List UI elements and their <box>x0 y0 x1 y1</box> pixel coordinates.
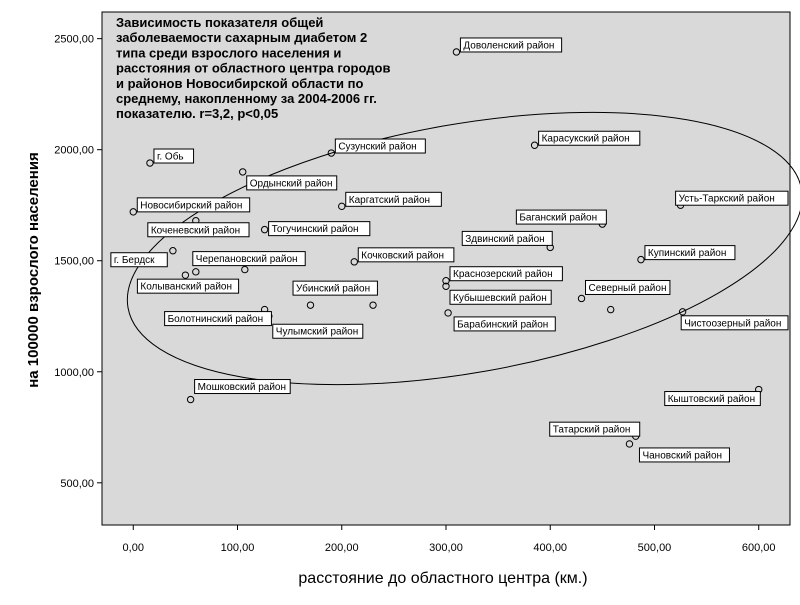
point-label-text: Барабинский район <box>457 319 549 331</box>
point-label <box>460 38 561 52</box>
y-tick-label: 500,00 <box>60 477 94 490</box>
point-label-text: Усть-Таркский район <box>678 193 775 205</box>
point-label <box>539 131 640 145</box>
point-label <box>516 210 606 224</box>
point-label <box>247 176 337 190</box>
point-label-text: Кубышевский район <box>453 292 547 304</box>
point-label-text: Сузунский район <box>338 141 417 153</box>
point-label <box>681 316 788 330</box>
point-label-text: Новосибирский район <box>140 200 243 212</box>
chart-title-line: показателю. r=3,2, p<0,05 <box>116 106 279 122</box>
x-tick-label: 200,00 <box>324 542 359 554</box>
point-label-text: Кыштовский район <box>667 394 756 406</box>
point-label <box>639 448 729 462</box>
point-label <box>335 139 425 153</box>
point-label-text: Краснозерский район <box>453 269 553 281</box>
x-axis-label: расстояние до областного центра (км.) <box>298 570 588 587</box>
point-label <box>454 317 555 331</box>
x-tick-label: 300,00 <box>429 542 463 554</box>
point-label-text: Баганский район <box>519 212 598 224</box>
x-tick-label: 100,00 <box>220 542 255 554</box>
point-label <box>293 281 377 295</box>
y-axis-label: на 100000 взрослого населения <box>25 152 42 388</box>
chart-title <box>116 15 390 121</box>
point-label-text: Убинский район <box>296 283 371 295</box>
x-tick-label: 600,00 <box>741 542 776 554</box>
chart-title-line: типа среди взрослого населения и <box>116 45 342 61</box>
point-label <box>137 198 249 212</box>
point-label-text: Коченевский район <box>150 225 241 237</box>
point-label <box>111 253 167 267</box>
point-label-text: Северный район <box>588 282 667 294</box>
point-label-text: Карасукский район <box>541 133 630 145</box>
point-label-text: Здвинский район <box>465 233 545 245</box>
point-label <box>676 191 788 205</box>
point-label-text: Колыванский район <box>140 281 232 293</box>
point-label <box>550 422 640 436</box>
point-label <box>358 248 454 262</box>
point-label-text: Чистоозерный район <box>684 318 782 330</box>
point-label-text: Ордынский район <box>249 178 333 190</box>
point-label <box>450 267 562 281</box>
point-label-text: Каргатский район <box>348 194 431 206</box>
x-tick-label: 0,00 <box>122 542 144 554</box>
point-label-text: Чулымский район <box>275 326 359 338</box>
point-label <box>450 290 551 304</box>
point-label-text: Болотнинский район <box>167 314 264 326</box>
point-label <box>269 222 370 236</box>
y-tick-label: 2000,00 <box>54 144 94 157</box>
chart-title-line: среднему, накопленному за 2004-2006 гг. <box>116 91 377 106</box>
chart-title-line: и районов Новосибирской области по <box>116 75 364 91</box>
point-label <box>193 252 305 266</box>
y-tick-label: 1000,00 <box>54 366 94 379</box>
point-label <box>273 324 363 338</box>
y-tick-label: 1500,00 <box>54 255 94 268</box>
point-label-text: Мошковский район <box>197 382 287 394</box>
x-tick-label: 500,00 <box>637 542 672 554</box>
point-label-text: Черепановский район <box>195 254 298 266</box>
point-label <box>586 280 670 294</box>
point-label-text: г. Обь <box>156 151 184 163</box>
chart-title-line: расстояния от областного центра городов <box>116 60 391 76</box>
point-label-text: Купинский район <box>647 248 727 260</box>
point-label <box>148 223 249 237</box>
point-label-text: г. Бердск <box>113 255 155 267</box>
point-label-text: Доволенский район <box>463 40 555 52</box>
point-label <box>165 312 272 326</box>
chart-title-line: Зависимость показателя общей <box>116 15 324 30</box>
point-label <box>154 149 194 163</box>
y-tick-label: 2500,00 <box>54 33 94 46</box>
point-label-text: Татарский район <box>552 424 631 436</box>
point-label-text: Чановский район <box>642 450 723 462</box>
point-label <box>462 231 552 245</box>
point-label <box>137 279 238 293</box>
point-label <box>195 380 291 394</box>
point-label-text: Кочковский район <box>361 250 445 262</box>
point-label <box>346 192 442 206</box>
point-label-text: Тогучинский район <box>271 224 359 236</box>
x-tick-label: 400,00 <box>533 542 568 554</box>
point-label <box>665 392 761 406</box>
chart-title-line: заболеваемости сахарным диабетом 2 <box>116 30 368 46</box>
point-label <box>645 246 735 260</box>
